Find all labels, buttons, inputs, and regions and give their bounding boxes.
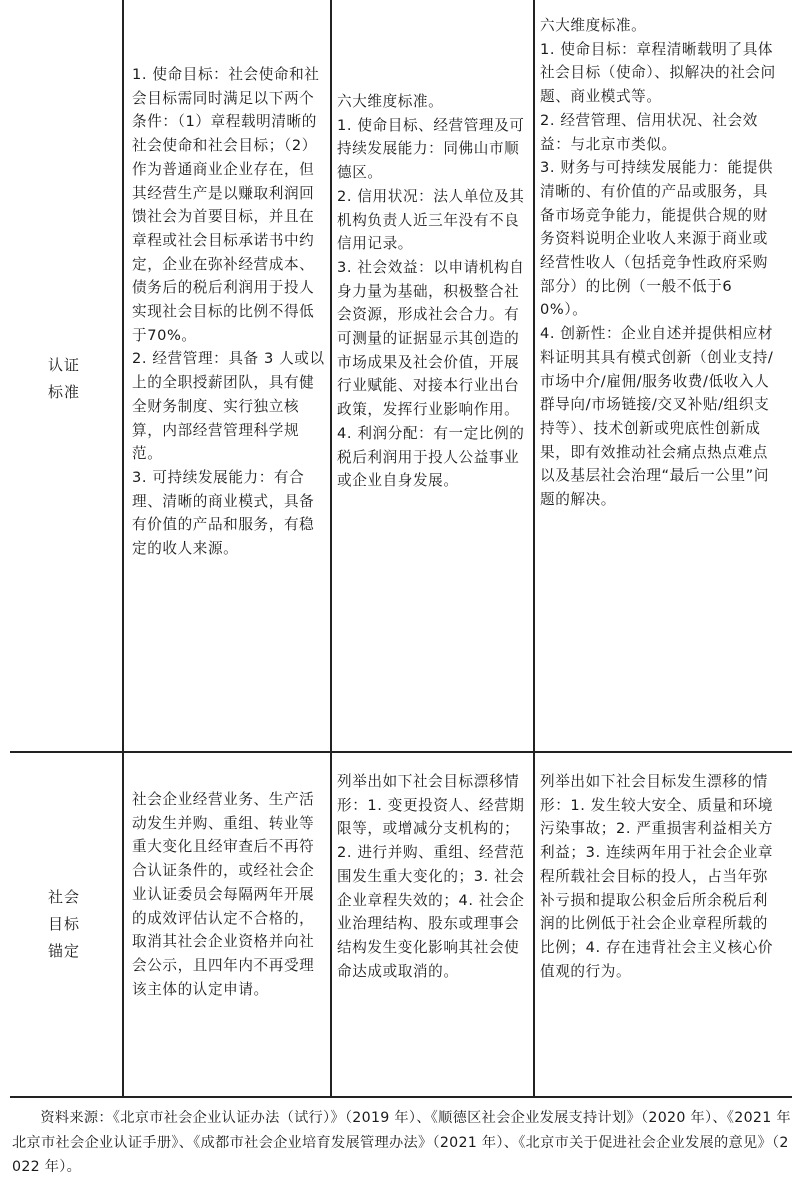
row-label-certification: 认证 标准 xyxy=(47,356,80,401)
paragraph: 3. 可持续发展能力：有合理、清晰的商业模式，具备有价值的产品和服务，有稳定的收人来源。 xyxy=(132,468,315,558)
paragraph: 3. 财务与可持续发展能力：能提供清晰的、有价值的产品或服务，具备市场竞争能力，能提供合规的财务资料说明企业收人来源于商业或经营性收人（包括竞争性政府采购部分）的比例（一般不低于60%）。 xyxy=(540,159,774,319)
column-divider-1 xyxy=(122,0,124,1096)
chengdu-anchoring-cell xyxy=(540,770,778,983)
paragraph: 2. 经营管理、信用状况、社会效益：与北京市类似。 xyxy=(540,111,758,153)
table-bottom-border xyxy=(10,1096,792,1098)
paragraph: 1. 使命目标：社会使命和社会目标需同时满足以下两个条件：（1）章程载明清晰的社会使命和社会目标；（2）作为普通商业企业存在，但其经营生产是以赚取利润回馈社会为首要目标，并且在章程或社会目标承诺书中约定，企业在弥补经营成本、债务后的税后利润用于投人实现社会目标的比例不得低于70%。 xyxy=(132,66,320,344)
paragraph: 六大维度标准。 xyxy=(540,17,647,34)
source-note: 资料来源：《北京市社会企业认证办法（试行）》（2019 年）、《顺德区社会企业发展支持计划》（2020 年）、《2021 年北京市社会企业认证手册》、《成都市社会企业培育发展管理办法》（2021 年）、《北京市关于促进社会企业发展的意见》（2022 年）。 xyxy=(12,1110,791,1175)
paragraph: 1. 使命目标、经营管理及可持续发展能力：同佛山市顺德区。 xyxy=(337,116,525,182)
column-divider-2 xyxy=(330,0,332,1096)
column-divider-3 xyxy=(533,0,535,1096)
paragraph: 3. 社会效益：以申请机构自身力量为基础，积极整合社会资源，形成社会合力。有可测量的证据显示其创造的市场成果及社会价值，开展行业赋能、对接本行业出台政策，发挥行业影响作用。 xyxy=(337,258,525,419)
paragraph: 六大维度标准。 xyxy=(337,93,444,110)
row-divider xyxy=(10,751,792,753)
beijing-certification-cell xyxy=(132,63,325,561)
paragraph: 社会企业经营业务、生产活动发生并购、重组、转业等重大变化且经审查后不再符合认证条件的，或经社会企业认证委员会每隔两年开展的成效评估认定不合格的，取消其社会企业资格并向社会公示，且四年内不再受理该主体的认定申请。 xyxy=(132,791,315,998)
paragraph: 2. 信用状况：法人单位及其机构负责人近三年没有不良信用记录。 xyxy=(337,187,525,253)
paragraph: 2. 经营管理：具备 3 人或以上的全职授薪团队，具有健全财务制度、实行独立核算，内部经营管理科学规范。 xyxy=(132,350,325,463)
paragraph: 1. 使命目标：章程清晰载明了具体社会目标（使命）、拟解决的社会问题、商业模式等。 xyxy=(540,40,776,106)
shunde-anchoring-cell xyxy=(337,770,529,983)
row-label-goal-anchoring: 社会 目标 锚定 xyxy=(47,888,80,960)
shunde-certification-cell xyxy=(337,90,529,493)
paragraph: 列举出如下社会目标发生漂移的情形：1. 发生较大安全、质量和环境污染事故；2. 严重损害利益相关方利益；3. 连续两年用于社会企业章程所载社会目标的投人，占当年弥补亏损和提取公积金后所余税后利润的比例低于社会企业章程所载的比例；4. 存在违背社会主义核心价值观的行为。 xyxy=(540,773,774,980)
paragraph: 4. 创新性：企业自述并提供相应材料证明其具有模式创新（创业支持/市场中介/雇佣/服务收费/低收入人群导向/市场链接/交叉补贴/组织支持等）、技术创新或兜底性创新成果，即有效推动社会痛点热点难点以及基层社会治理“最后一公里”问题的解决。 xyxy=(540,325,774,509)
paragraph: 4. 利润分配：有一定比例的税后利润用于投人公益事业或企业自身发展。 xyxy=(337,424,525,490)
paragraph: 列举出如下社会目标漂移情形：1. 变更投资人、经营期限等，或增减分支机构的；2. 进行并购、重组、经营范围发生重大变化的；3. 社会企业章程失效的；4. 社会企业治理结构、股东或理事会结构发生变化影响其社会使命达成或取消的。 xyxy=(337,773,525,980)
beijing-anchoring-cell xyxy=(132,788,325,1001)
chengdu-certification-cell xyxy=(540,14,778,512)
